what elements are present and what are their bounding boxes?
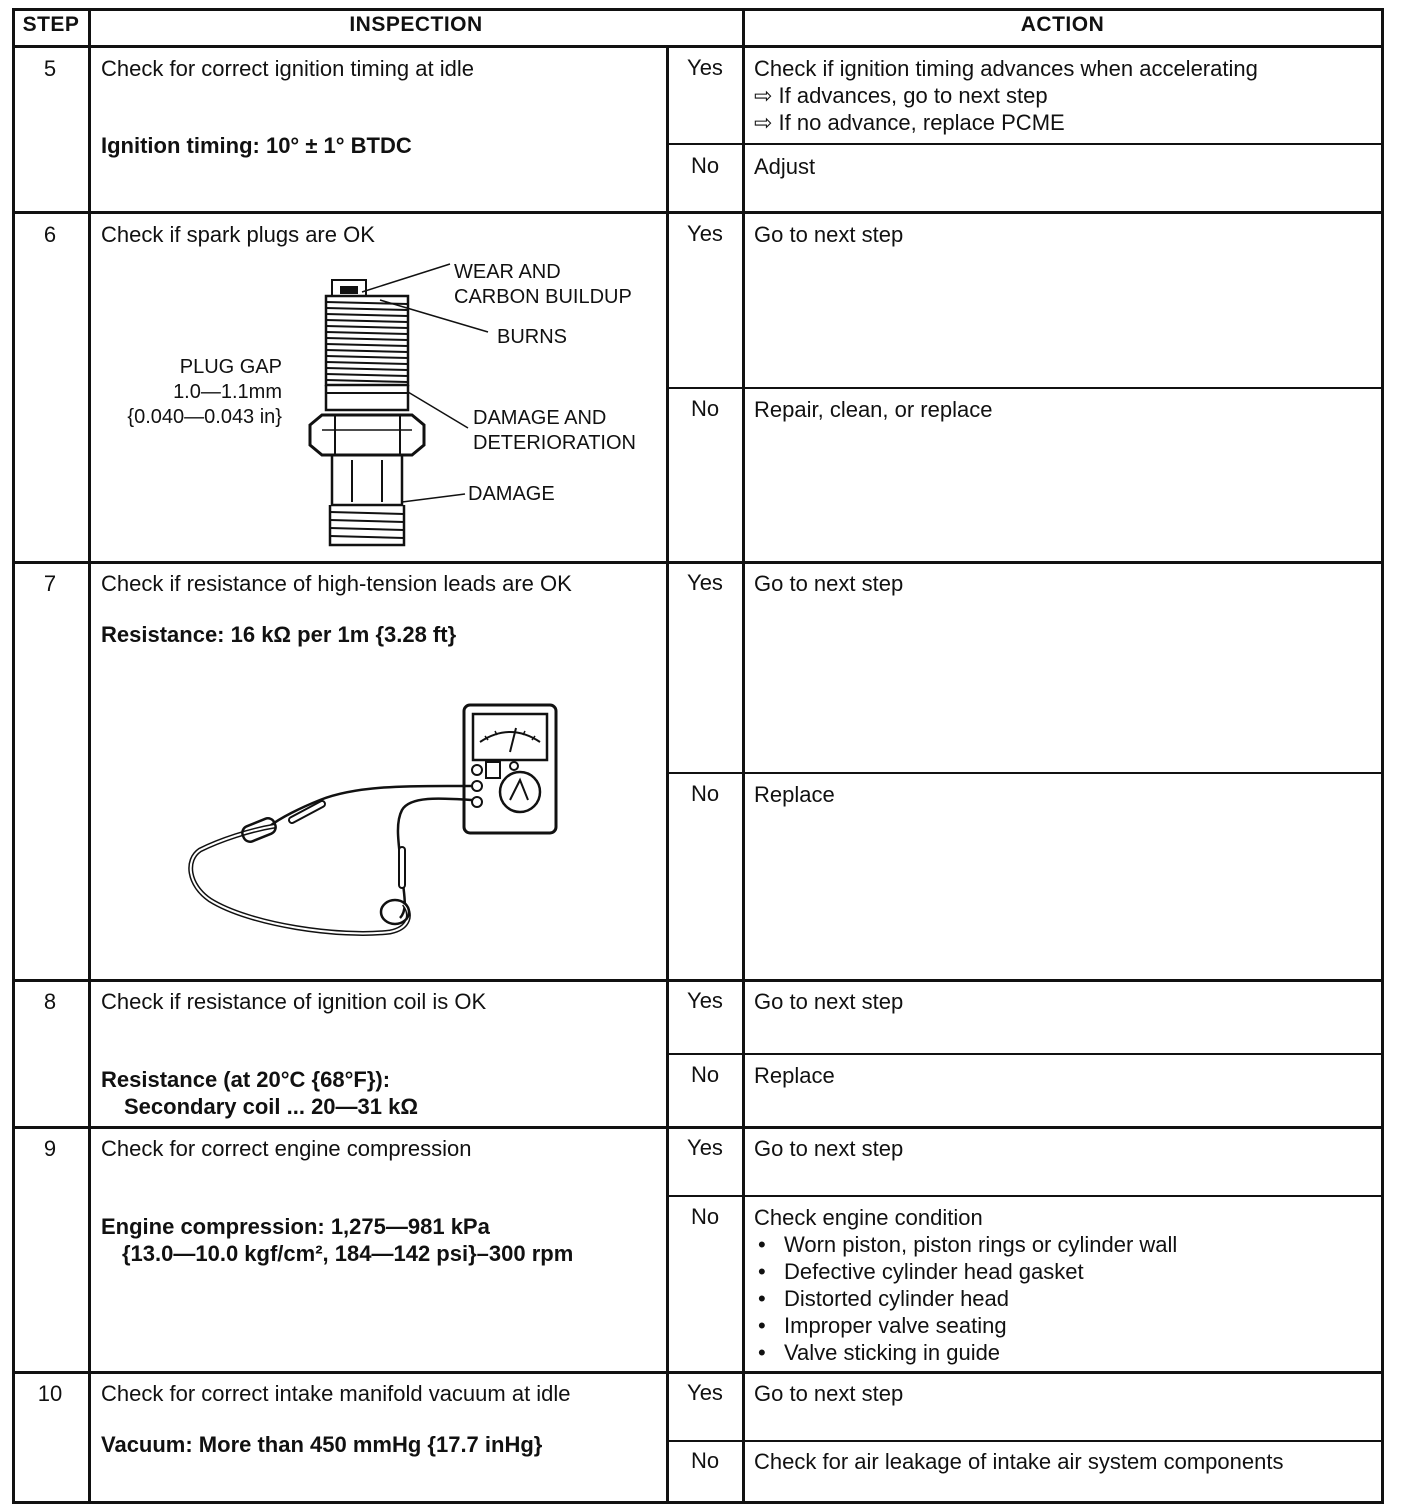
- yes-action: Go to next step: [754, 989, 904, 1014]
- spec-line-1: Resistance (at 20°C {68°F}):: [101, 1067, 391, 1092]
- yes-label: Yes: [687, 1380, 723, 1405]
- yes-label: Yes: [687, 988, 723, 1013]
- spec-text: Vacuum: More than 450 mmHg {17.7 inHg}: [101, 1432, 543, 1457]
- no-action: Repair, clean, or replace: [754, 397, 993, 422]
- spec-line-1: Engine compression: 1,275—981 kPa: [101, 1214, 490, 1239]
- spec-line-2: {13.0—10.0 kgf/cm², 184—142 psi}–300 rpm: [122, 1241, 574, 1266]
- yes-label: Yes: [687, 55, 723, 80]
- header-step: STEP: [22, 13, 80, 36]
- no-bullet-list: [754, 1231, 1177, 1366]
- label-wear-2: CARBON BUILDUP: [454, 286, 632, 308]
- yes-label: Yes: [687, 1135, 723, 1160]
- header-action: ACTION: [1020, 13, 1105, 36]
- no-action: Replace: [754, 782, 835, 807]
- spec-text: Resistance: 16 kΩ per 1m {3.28 ft}: [101, 622, 457, 647]
- yes-action: Go to next step: [754, 571, 904, 596]
- step-number: 6: [43, 222, 57, 247]
- yes-action: Go to next step: [754, 222, 904, 247]
- list-item: • Improper valve seating: [754, 1312, 1177, 1339]
- label-gap-1: PLUG GAP: [179, 356, 282, 378]
- step-number: 7: [43, 571, 57, 596]
- spec-text: Ignition timing: 10° ± 1° BTDC: [101, 133, 412, 158]
- no-action: Check engine condition: [754, 1205, 983, 1230]
- no-action: Replace: [754, 1063, 835, 1088]
- label-gap-3: {0.040—0.043 in}: [127, 406, 282, 428]
- no-label: No: [690, 1448, 720, 1473]
- header-inspection: INSPECTION: [349, 13, 483, 36]
- list-item: • Valve sticking in guide: [754, 1339, 1177, 1366]
- label-wear-1: WEAR AND: [454, 261, 561, 283]
- no-action: Adjust: [754, 154, 816, 179]
- step-number: 5: [43, 56, 57, 81]
- no-action: Check for air leakage of intake air system components: [754, 1449, 1284, 1474]
- inspection-text: Check for correct engine compression: [101, 1136, 472, 1161]
- yes-label: Yes: [687, 221, 723, 246]
- no-label: No: [690, 1062, 720, 1087]
- yes-sub-1: ⇨ If advances, go to next step: [754, 83, 1048, 108]
- list-item: • Defective cylinder head gasket: [754, 1258, 1177, 1285]
- no-label: No: [690, 781, 720, 806]
- list-item: • Worn piston, piston rings or cylinder wall: [754, 1231, 1177, 1258]
- step-number: 8: [43, 989, 57, 1014]
- yes-label: Yes: [687, 570, 723, 595]
- yes-sub-2: ⇨ If no advance, replace PCME: [754, 110, 1065, 135]
- label-damage: DAMAGE: [468, 483, 555, 505]
- step-number: 9: [43, 1136, 57, 1161]
- list-item: • Distorted cylinder head: [754, 1285, 1177, 1312]
- spec-line-2: Secondary coil ... 20—31 kΩ: [124, 1094, 418, 1119]
- label-damage-det-1: DAMAGE AND: [473, 407, 607, 429]
- label-burns: BURNS: [497, 326, 568, 348]
- no-label: No: [690, 396, 720, 421]
- yes-action: Go to next step: [754, 1381, 904, 1406]
- yes-action: Go to next step: [754, 1136, 904, 1161]
- inspection-text: Check if resistance of high-tension leads are OK: [101, 571, 572, 596]
- label-gap-2: 1.0—1.1mm: [173, 381, 282, 403]
- ohmmeter-figure: [180, 700, 570, 950]
- no-label: No: [690, 1204, 720, 1229]
- yes-action: Check if ignition timing advances when accelerating: [754, 56, 1258, 81]
- inspection-text: Check for correct ignition timing at idle: [101, 56, 474, 81]
- no-label: No: [690, 153, 720, 178]
- label-damage-det-2: DETERIORATION: [473, 432, 636, 454]
- inspection-text: Check for correct intake manifold vacuum at idle: [101, 1381, 571, 1406]
- spark-plug-figure: [290, 270, 440, 550]
- inspection-text: Check if resistance of ignition coil is OK: [101, 989, 487, 1014]
- step-number: 10: [37, 1381, 63, 1406]
- inspection-text: Check if spark plugs are OK: [101, 222, 375, 247]
